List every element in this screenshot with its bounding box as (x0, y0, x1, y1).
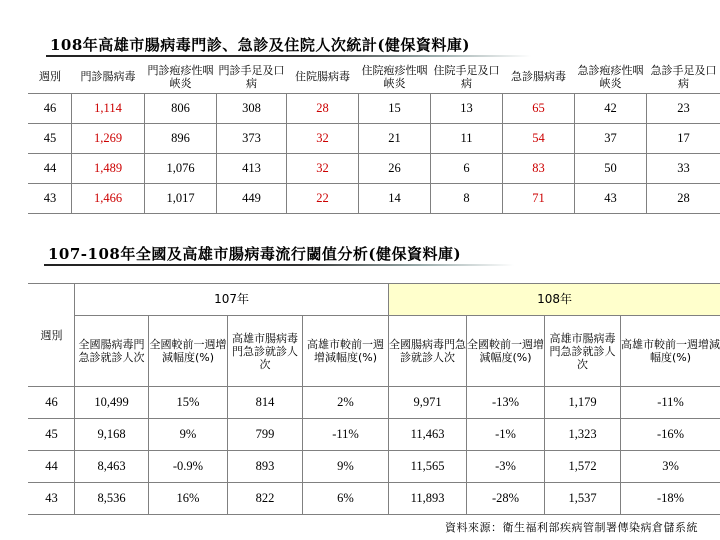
table-cell: 806 (145, 94, 217, 124)
source-note: 資料來源：衛生福利部疾病管制署傳染病倉儲系統 (445, 521, 698, 534)
table-cell: -11% (621, 387, 720, 419)
column-header: 急診手足及口病 (647, 60, 720, 94)
table-header-row (29, 60, 720, 94)
table-cell: 45 (29, 419, 75, 451)
table-cell: -0.9% (149, 451, 228, 483)
table-row (29, 387, 720, 419)
column-header: 急診腸病毒 (503, 60, 575, 94)
table-cell: 23 (647, 94, 720, 124)
table-cell: 28 (287, 94, 359, 124)
table-cell: -1% (467, 419, 545, 451)
column-header: 全國較前一週增減幅度(%) (467, 316, 545, 387)
table-cell: 1,179 (545, 387, 621, 419)
table-cell: 16% (149, 483, 228, 515)
column-header: 週別 (29, 60, 72, 94)
table-cell: 8,463 (75, 451, 149, 483)
table-cell: 46 (29, 94, 72, 124)
table-cell: 15% (149, 387, 228, 419)
column-header: 全國腸病毒門急診就診人次 (75, 316, 149, 387)
table-cell: 822 (228, 483, 303, 515)
column-header: 高雄市較前一週增減幅度(%) (303, 316, 389, 387)
column-header: 住院手足及口病 (431, 60, 503, 94)
table-cell: 22 (287, 184, 359, 214)
column-header: 住院疱疹性咽峽炎 (359, 60, 431, 94)
table-cell: 32 (287, 154, 359, 184)
table-cell: 9% (303, 451, 389, 483)
table-cell: 50 (575, 154, 647, 184)
table-cell: 308 (217, 94, 287, 124)
table-cell: 43 (575, 184, 647, 214)
table-cell: 9,168 (75, 419, 149, 451)
table-cell: 449 (217, 184, 287, 214)
table-cell: 9% (149, 419, 228, 451)
table-cell: -3% (467, 451, 545, 483)
table-cell: 1,489 (72, 154, 145, 184)
year-107-header: 107年 (75, 284, 389, 316)
table-cell: 1,466 (72, 184, 145, 214)
column-header: 門診腸病毒 (72, 60, 145, 94)
year-header-row (29, 284, 720, 316)
table-cell: 54 (503, 124, 575, 154)
table-cell: 44 (29, 451, 75, 483)
table-cell: 1,269 (72, 124, 145, 154)
table-cell: 6% (303, 483, 389, 515)
table-cell: 11 (431, 124, 503, 154)
table-cell: 10,499 (75, 387, 149, 419)
table-row (29, 94, 720, 124)
table-cell: 1,017 (145, 184, 217, 214)
table-cell: 83 (503, 154, 575, 184)
table-row (29, 483, 720, 515)
table-cell: 65 (503, 94, 575, 124)
table-cell: 26 (359, 154, 431, 184)
table-cell: -13% (467, 387, 545, 419)
column-header: 門診疱疹性咽峽炎 (145, 60, 217, 94)
table-cell: 8,536 (75, 483, 149, 515)
table-cell: 46 (29, 387, 75, 419)
table-cell: 28 (647, 184, 720, 214)
section2-title: 107-108年全國及高雄市腸病毒流行閾值分析(健保資料庫) (48, 245, 462, 263)
table-cell: -11% (303, 419, 389, 451)
table-cell: 11,463 (389, 419, 467, 451)
table-cell: 44 (29, 154, 72, 184)
table-cell: 14 (359, 184, 431, 214)
table-cell: 32 (287, 124, 359, 154)
table-cell: 1,114 (72, 94, 145, 124)
table-cell: 43 (29, 483, 75, 515)
column-header: 急診疱疹性咽峽炎 (575, 60, 647, 94)
table-cell: 413 (217, 154, 287, 184)
table-row (29, 419, 720, 451)
table-cell: 2% (303, 387, 389, 419)
table-cell: 9,971 (389, 387, 467, 419)
table-cell: 15 (359, 94, 431, 124)
table-cell: 6 (431, 154, 503, 184)
table-cell: -28% (467, 483, 545, 515)
week-header: 週別 (29, 284, 75, 387)
table-row (29, 184, 720, 214)
table-cell: 17 (647, 124, 720, 154)
table-cell: 37 (575, 124, 647, 154)
column-header: 住院腸病毒 (287, 60, 359, 94)
table-cell: 1,537 (545, 483, 621, 515)
table-cell: 8 (431, 184, 503, 214)
table-cell: 21 (359, 124, 431, 154)
section1-title-underline (46, 55, 531, 57)
table-cell: 893 (228, 451, 303, 483)
table-cell: 1,323 (545, 419, 621, 451)
hospital-visits-table (28, 59, 720, 214)
year-108-header: 108年 (389, 284, 720, 316)
table-cell: 896 (145, 124, 217, 154)
table-cell: 45 (29, 124, 72, 154)
table-row (29, 124, 720, 154)
table-cell: 13 (431, 94, 503, 124)
table-cell: -16% (621, 419, 720, 451)
column-header: 高雄市腸病毒門急診就診人次 (228, 316, 303, 387)
column-header: 門診手足及口病 (217, 60, 287, 94)
table-row (29, 154, 720, 184)
column-header: 全國較前一週增減幅度(%) (149, 316, 228, 387)
threshold-analysis-table (28, 283, 720, 515)
table-cell: 3% (621, 451, 720, 483)
sub-header-row (29, 316, 720, 387)
table-cell: 799 (228, 419, 303, 451)
table-cell: 11,565 (389, 451, 467, 483)
table-cell: 71 (503, 184, 575, 214)
column-header: 高雄市腸病毒門急診就診人次 (545, 316, 621, 387)
section1-title: 108年高雄市腸病毒門診、急診及住院人次統計(健保資料庫) (50, 36, 471, 54)
table-cell: 1,076 (145, 154, 217, 184)
table-cell: -18% (621, 483, 720, 515)
table-cell: 373 (217, 124, 287, 154)
column-header: 高雄市較前一週增減幅度(%) (621, 316, 720, 387)
table-cell: 43 (29, 184, 72, 214)
table-cell: 814 (228, 387, 303, 419)
table-cell: 11,893 (389, 483, 467, 515)
table-cell: 42 (575, 94, 647, 124)
table-cell: 1,572 (545, 451, 621, 483)
table-cell: 33 (647, 154, 720, 184)
column-header: 全國腸病毒門急診就診人次 (389, 316, 467, 387)
section2-title-underline (44, 264, 514, 266)
table-row (29, 451, 720, 483)
